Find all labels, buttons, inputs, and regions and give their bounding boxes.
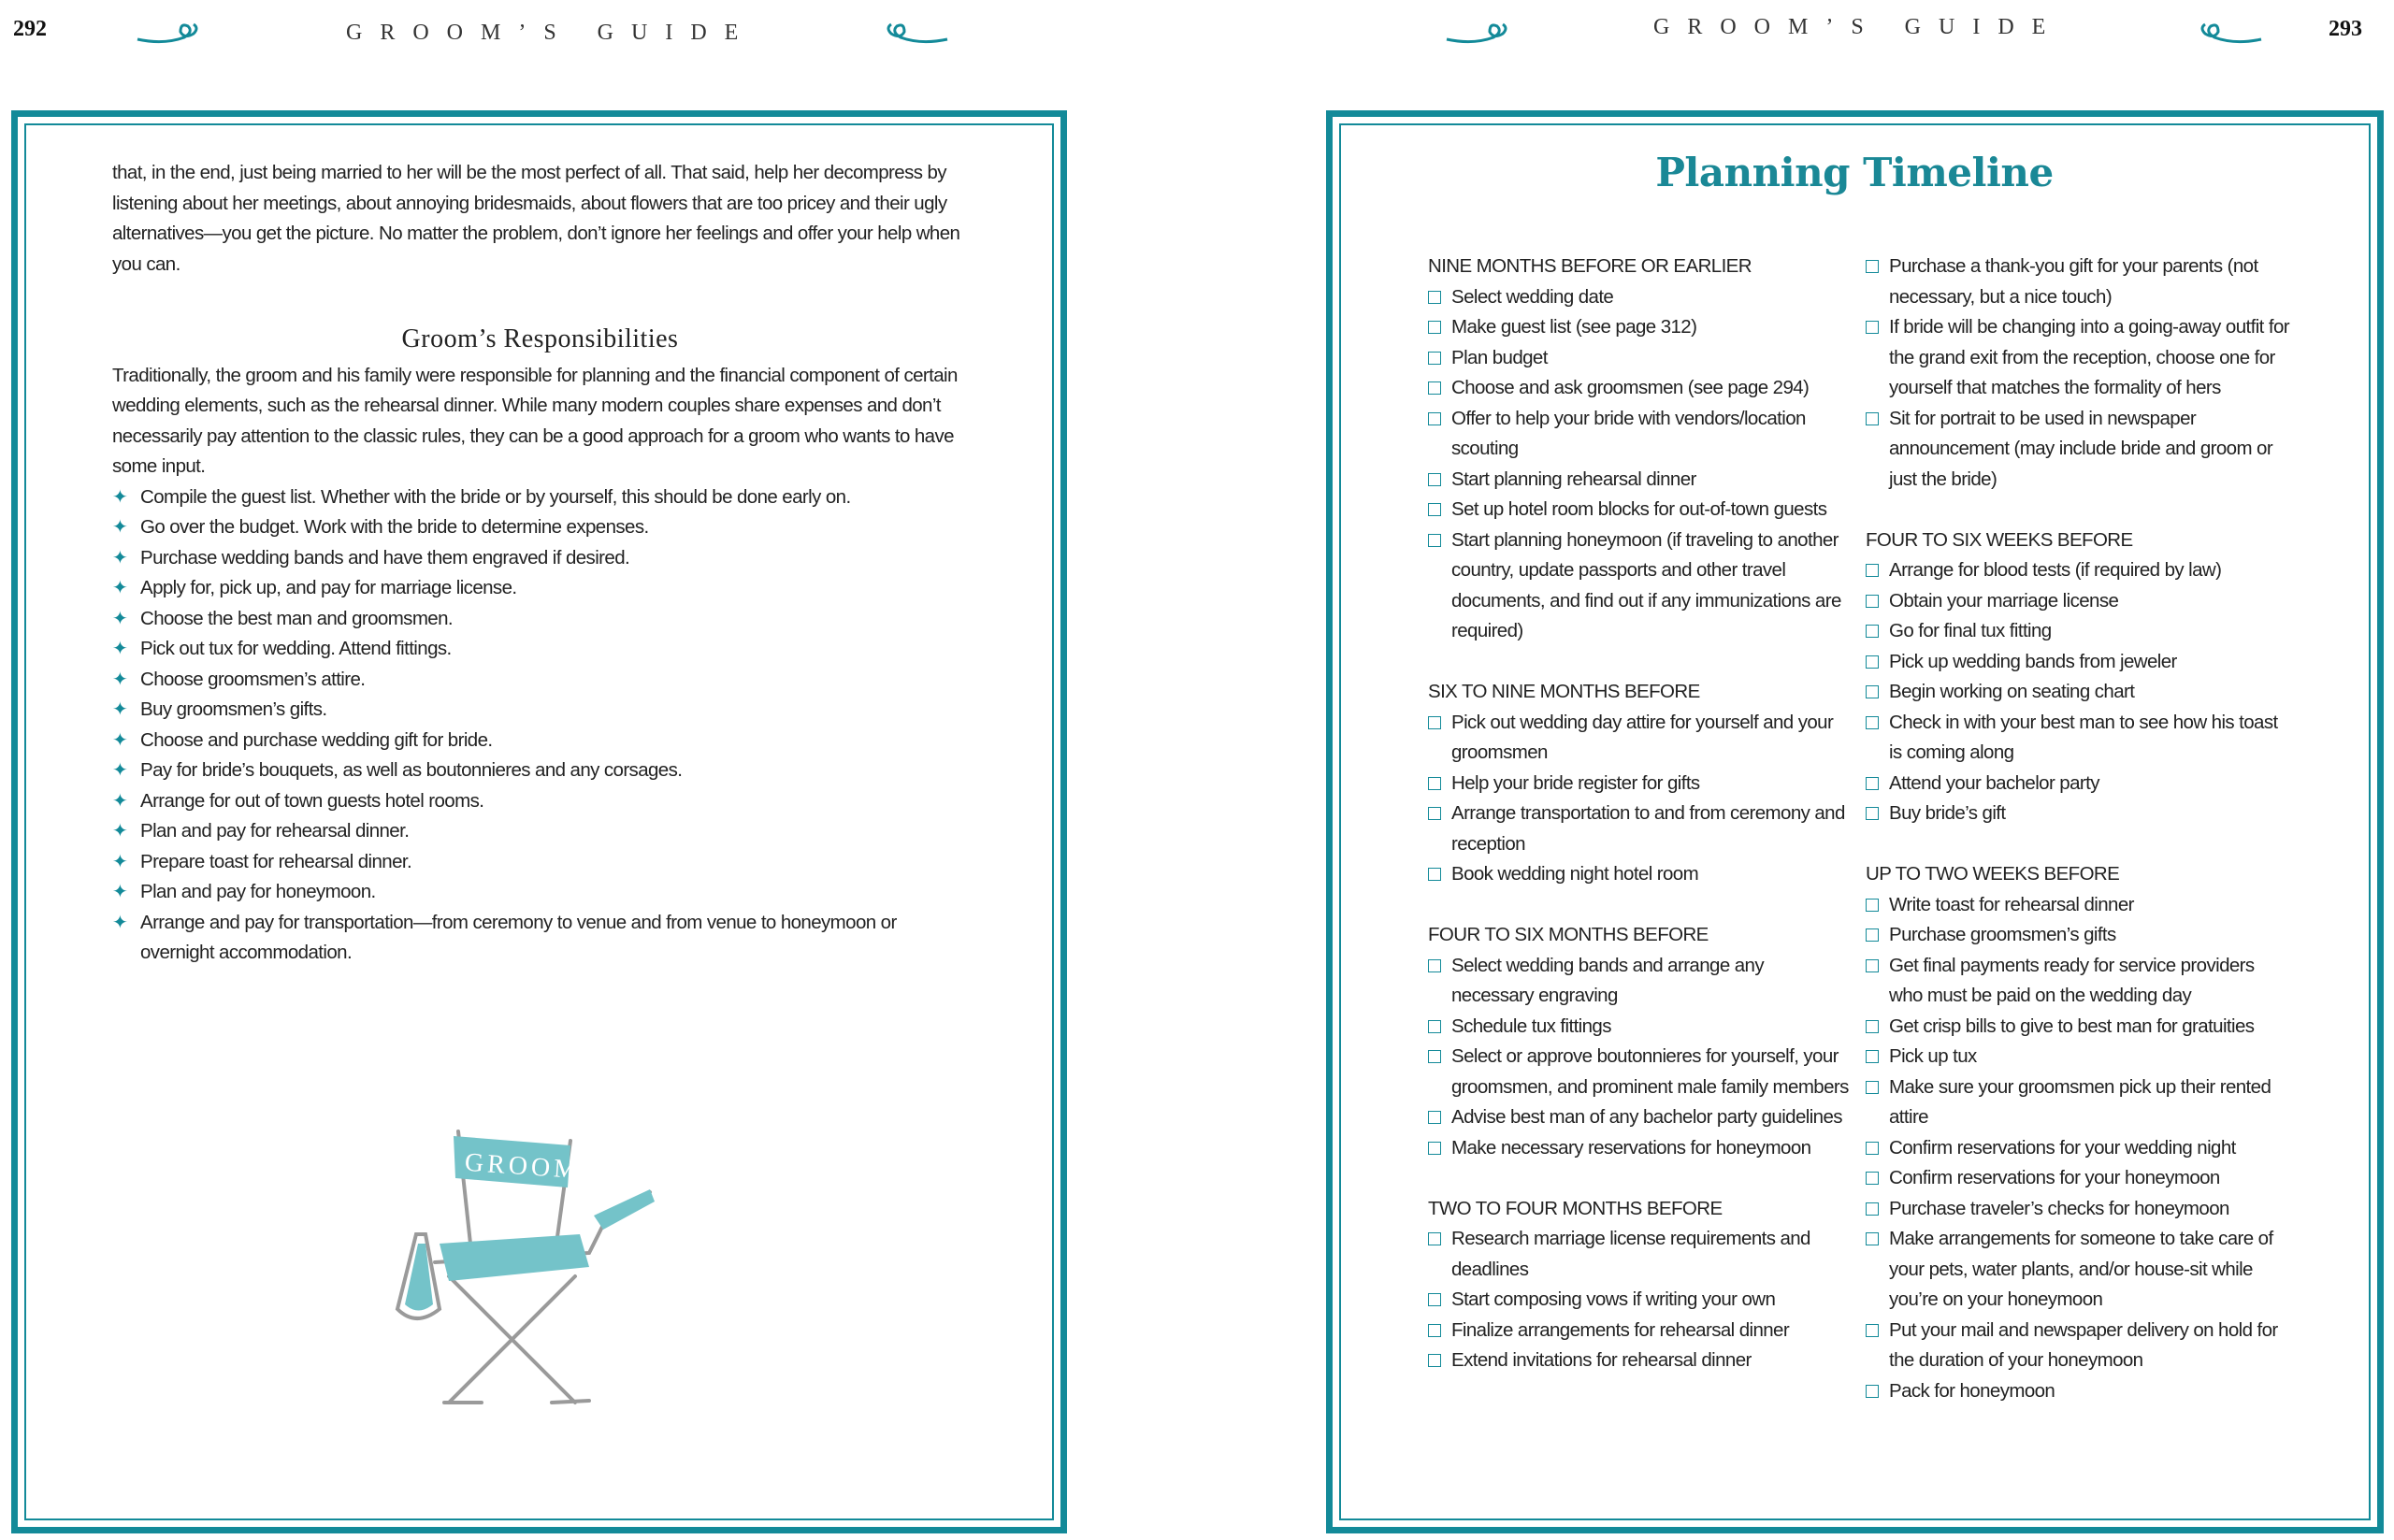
checklist-item-text: Make guest list (see page 312) [1451, 316, 1697, 338]
checklist-item [1428, 1133, 1849, 1164]
checkbox[interactable] [1866, 625, 1879, 638]
timeline-section [1866, 859, 2291, 1406]
checklist-item [1428, 1102, 1849, 1133]
checklist-item-text: Make necessary reservations for honeymoon [1451, 1136, 1811, 1159]
star-bullet-icon: ✦ [112, 486, 128, 508]
checkbox[interactable] [1866, 1202, 1879, 1216]
checklist-item-text: Check in with your best man to see how his toast is coming along [1889, 711, 2278, 763]
checklist-item [1866, 252, 2291, 312]
checkbox[interactable] [1866, 564, 1879, 577]
bullet-text: Buy groomsmen’s gifts. [140, 698, 327, 720]
checklist-item-text: Pick up tux [1889, 1045, 1977, 1067]
bullet-item [112, 908, 968, 969]
timeline-section-heading: FOUR TO SIX WEEKS BEFORE [1866, 528, 2133, 551]
timeline-column-1 [1428, 252, 1849, 1406]
checklist-item [1428, 1042, 1849, 1102]
star-bullet-icon: ✦ [112, 821, 128, 842]
checklist-item-text: Make arrangements for someone to take care of your pets, water plants, and/or house-sit while you’re on your honeymoon [1889, 1228, 2273, 1310]
checklist-item-text: Select wedding date [1451, 285, 1614, 308]
bullet-item [112, 726, 968, 756]
bullet-text: Pay for bride’s bouquets, as well as boutonnieres and any corsages. [140, 759, 683, 781]
checkbox[interactable] [1428, 1142, 1441, 1155]
star-bullet-icon: ✦ [112, 669, 128, 690]
checkbox[interactable] [1866, 655, 1879, 669]
checklist-item-text: Plan budget [1451, 346, 1548, 368]
bullet-item [112, 604, 968, 635]
checkbox[interactable] [1428, 291, 1441, 304]
checkbox[interactable] [1866, 412, 1879, 425]
star-bullet-icon: ✦ [112, 912, 128, 933]
star-bullet-icon: ✦ [112, 790, 128, 812]
checklist-item-text: Start planning rehearsal dinner [1451, 468, 1696, 490]
checklist-item-text: Select wedding bands and arrange any necessary engraving [1451, 954, 1764, 1006]
checkbox[interactable] [1866, 1172, 1879, 1185]
checklist-item-text: Put your mail and newspaper delivery on hold for the duration of your honeymoon [1889, 1318, 2278, 1371]
checklist-item [1428, 465, 1849, 496]
checklist-item [1866, 1194, 2291, 1225]
checkbox[interactable] [1866, 1324, 1879, 1337]
bullet-text: Pick out tux for wedding. Attend fittings. [140, 638, 452, 659]
checklist-item [1866, 890, 2291, 921]
timeline-section [1866, 252, 2291, 495]
checkbox[interactable] [1866, 1232, 1879, 1245]
checklist-item-text: Confirm reservations for your honeymoon [1889, 1167, 2220, 1188]
star-bullet-icon: ✦ [112, 608, 128, 629]
swirl-ornament-icon [874, 19, 949, 47]
star-bullet-icon: ✦ [112, 517, 128, 538]
intro-paragraph: that, in the end, just being married to her will be the most perfect of all. That said, help her decompress by listening about her meetings, about annoying bridesmaids, about flowers that are too pricey and their ugly alternatives—you get the picture. No matter the problem, don’t ignore her feelings and offer your help when you can. [112, 162, 960, 275]
star-bullet-icon: ✦ [112, 547, 128, 569]
checkbox[interactable] [1428, 807, 1441, 820]
checkbox[interactable] [1428, 1354, 1441, 1367]
timeline-section [1428, 920, 1849, 1163]
bullet-text: Choose and purchase wedding gift for bride. [140, 728, 493, 751]
responsibilities-paragraph: Traditionally, the groom and his family were responsible for planning and the financial component of certain wedding elements, such as the rehearsal dinner. While many modern couples share expenses and don’t necessarily pay attention to the classic rules, they can be a good approach for a groom who wants to have some input. [112, 364, 958, 477]
checklist-item-text: Extend invitations for rehearsal dinner [1451, 1349, 1752, 1371]
checklist-item-text: Confirm reservations for your wedding night [1889, 1136, 2236, 1159]
star-bullet-icon: ✦ [112, 578, 128, 598]
checklist-item [1866, 586, 2291, 617]
checklist-item-text: Write toast for rehearsal dinner [1889, 893, 2134, 915]
checklist-item [1428, 495, 1849, 525]
checkbox[interactable] [1866, 321, 1879, 334]
checklist-item [1866, 1376, 2291, 1407]
checklist-item [1428, 769, 1849, 799]
checklist-item [1866, 1072, 2291, 1133]
bullet-item [112, 573, 968, 604]
swirl-ornament-icon [2188, 19, 2263, 47]
checkbox[interactable] [1866, 777, 1879, 790]
checklist-item-text: Arrange for blood tests (if required by law) [1889, 559, 2222, 581]
checklist-item-text: Choose and ask groomsmen (see page 294) [1451, 377, 1810, 398]
bullet-item [112, 877, 968, 908]
checkbox[interactable] [1428, 716, 1441, 729]
bullet-item [112, 665, 968, 696]
checklist-item [1866, 1012, 2291, 1043]
checklist-item [1428, 373, 1849, 404]
checklist-item [1866, 769, 2291, 799]
checklist-item-text: Start planning honeymoon (if traveling to another country, update passports and other travel documents, and find out if any immunizations are required) [1451, 528, 1841, 641]
bullet-text: Arrange for out of town guests hotel rooms. [140, 789, 484, 812]
bullet-item [112, 786, 968, 817]
checklist-item-text: Begin working on seating chart [1889, 681, 2135, 702]
bullet-text: Prepare toast for rehearsal dinner. [140, 850, 412, 872]
checklist-item-text: Finalize arrangements for rehearsal dinner [1451, 1318, 1790, 1341]
bullet-text: Go over the budget. Work with the bride to determine expenses. [140, 516, 649, 538]
checklist-item [1866, 920, 2291, 951]
page-number-right: 293 [2329, 17, 2362, 41]
checkbox[interactable] [1866, 1142, 1879, 1155]
timeline-section-heading: NINE MONTHS BEFORE OR EARLIER [1428, 255, 1752, 277]
checkbox[interactable] [1866, 685, 1879, 698]
checkbox[interactable] [1428, 959, 1441, 972]
checklist-item-text: Obtain your marriage license [1889, 589, 2119, 612]
checkbox[interactable] [1866, 595, 1879, 608]
checklist-item-text: Arrange transportation to and from ceremony and reception [1451, 802, 1845, 855]
checklist-item-text: Research marriage license requirements and deadlines [1451, 1228, 1810, 1280]
checklist-item [1428, 282, 1849, 313]
timeline-section [1428, 677, 1849, 890]
checklist-item [1428, 859, 1849, 890]
running-head-right: GROOM’S GUIDE [1653, 15, 2064, 39]
checkbox[interactable] [1866, 1081, 1879, 1094]
checkbox[interactable] [1866, 1385, 1879, 1398]
checklist-item [1428, 951, 1849, 1012]
bullet-item [112, 482, 968, 513]
checkbox[interactable] [1428, 1232, 1441, 1245]
checklist-item [1866, 616, 2291, 647]
checklist-item [1866, 312, 2291, 404]
bullet-item [112, 695, 968, 726]
checkbox[interactable] [1428, 503, 1441, 516]
checkbox[interactable] [1866, 928, 1879, 942]
checklist-item-text: Purchase traveler’s checks for honeymoon [1889, 1197, 2229, 1219]
timeline-section [1428, 252, 1849, 647]
checklist-item-text: Select or approve boutonnieres for yourself, your groomsmen, and prominent male family members [1451, 1045, 1849, 1098]
checklist-item-text: Get crisp bills to give to best man for gratuities [1889, 1015, 2255, 1037]
checklist-item-text: Help your bride register for gifts [1451, 771, 1700, 794]
checkbox[interactable] [1866, 1050, 1879, 1063]
checklist-item [1866, 1316, 2291, 1376]
checklist-item [1428, 1346, 1849, 1376]
star-bullet-icon: ✦ [112, 729, 128, 751]
checklist-item [1428, 799, 1849, 859]
checkbox[interactable] [1428, 1111, 1441, 1124]
checklist-item-text: Set up hotel room blocks for out-of-town guests [1451, 498, 1827, 520]
swirl-ornament-icon [1445, 19, 1520, 47]
checklist-item [1428, 404, 1849, 465]
bullet-text: Choose the best man and groomsmen. [140, 607, 453, 629]
checklist-item [1428, 1285, 1849, 1316]
left-page-body [112, 158, 968, 969]
responsibilities-list [112, 482, 968, 969]
star-bullet-icon: ✦ [112, 851, 128, 872]
checklist-item [1866, 1163, 2291, 1194]
page-title: Planning Timeline [1655, 150, 2054, 195]
checklist-item [1428, 525, 1849, 647]
bullet-text: Purchase wedding bands and have them engraved if desired. [140, 546, 630, 569]
checklist-item [1866, 708, 2291, 769]
section-heading: Groom’s Responsibilities [401, 324, 679, 353]
checklist-item-text: If bride will be changing into a going-away outfit for the grand exit from the reception, choose one for yourself that matches the formality of hers [1889, 316, 2289, 398]
bullet-text: Apply for, pick up, and pay for marriage license. [140, 577, 517, 598]
checkbox[interactable] [1866, 716, 1879, 729]
checklist-item-text: Purchase groomsmen’s gifts [1889, 924, 2116, 945]
checklist-item-text: Purchase a thank-you gift for your parents (not necessary, but a nice touch) [1889, 255, 2258, 308]
checklist-item-text: Pick out wedding day attire for yourself and your groomsmen [1451, 711, 1834, 763]
checkbox[interactable] [1428, 534, 1441, 547]
checklist-item [1428, 1224, 1849, 1285]
checklist-item [1428, 312, 1849, 343]
checklist-item [1428, 1012, 1849, 1043]
swirl-ornament-icon [136, 19, 210, 47]
timeline-section-heading: FOUR TO SIX MONTHS BEFORE [1428, 924, 1709, 945]
bullet-item [112, 634, 968, 665]
checkbox[interactable] [1428, 381, 1441, 395]
bullet-item [112, 512, 968, 543]
running-head-left: GROOM’S GUIDE [346, 21, 757, 45]
bullet-item [112, 543, 968, 574]
checklist-item [1866, 1042, 2291, 1072]
timeline-section-heading: SIX TO NINE MONTHS BEFORE [1428, 681, 1700, 702]
checkbox[interactable] [1428, 321, 1441, 334]
checklist-item-text: Offer to help your bride with vendors/location scouting [1451, 407, 1806, 459]
timeline-section [1866, 525, 2291, 829]
bullet-text: Plan and pay for rehearsal dinner. [140, 820, 410, 842]
checkbox[interactable] [1428, 473, 1441, 486]
checklist-item [1428, 708, 1849, 769]
checkbox[interactable] [1866, 260, 1879, 273]
bullet-text: Plan and pay for honeymoon. [140, 881, 376, 902]
checklist-item [1866, 677, 2291, 708]
bullet-item [112, 756, 968, 786]
timeline-section-heading: TWO TO FOUR MONTHS BEFORE [1428, 1197, 1723, 1219]
checklist-item-text: Advise best man of any bachelor party guidelines [1451, 1106, 1842, 1128]
checklist-item-text: Go for final tux fitting [1889, 620, 2052, 641]
checklist-item [1428, 1316, 1849, 1346]
timeline-section-heading: UP TO TWO WEEKS BEFORE [1866, 863, 2120, 885]
timeline-section [1428, 1194, 1849, 1376]
checkbox[interactable] [1428, 352, 1441, 365]
checkbox[interactable] [1428, 1050, 1441, 1063]
checklist-item-text: Start composing vows if writing your own [1451, 1288, 1776, 1310]
checklist-item [1866, 951, 2291, 1012]
bullet-text: Arrange and pay for transportation—from ceremony to venue and from venue to honeymoon or overnight accommodation. [140, 911, 897, 963]
star-bullet-icon: ✦ [112, 639, 128, 659]
checklist-item-text: Schedule tux fittings [1451, 1015, 1611, 1037]
checklist-item-text: Sit for portrait to be used in newspaper announcement (may include bride and groom or just the bride) [1889, 407, 2273, 490]
checklist-item-text: Attend your bachelor party [1889, 771, 2099, 794]
checklist-item [1866, 647, 2291, 678]
checklist-item [1866, 799, 2291, 829]
checklist-item [1866, 404, 2291, 496]
chair-groom-label: GROOM [463, 1147, 583, 1186]
checklist-item-text: Pack for honeymoon [1889, 1379, 2055, 1402]
checkbox[interactable] [1428, 1293, 1441, 1306]
checklist-item-text: Get final payments ready for service providers who must be paid on the wedding day [1889, 954, 2255, 1006]
checkbox[interactable] [1866, 899, 1879, 912]
bullet-text: Choose groomsmen’s attire. [140, 668, 366, 690]
star-bullet-icon: ✦ [112, 760, 128, 781]
checklist-item-text: Make sure your groomsmen pick up their rented attire [1889, 1075, 2271, 1128]
checklist-item-text: Buy bride’s gift [1889, 802, 2006, 824]
checklist-item-text: Book wedding night hotel room [1451, 863, 1699, 885]
checklist-item [1428, 343, 1849, 374]
checkbox[interactable] [1428, 777, 1441, 790]
checkbox[interactable] [1428, 1324, 1441, 1337]
bullet-item [112, 816, 968, 847]
checklist-item [1866, 1133, 2291, 1164]
director-chair-illustration [360, 1103, 669, 1412]
checkbox[interactable] [1866, 959, 1879, 972]
checkbox[interactable] [1866, 1020, 1879, 1033]
bullet-text: Compile the guest list. Whether with the bride or by yourself, this should be done early on. [140, 485, 851, 508]
page-number-left: 292 [13, 17, 47, 41]
checklist-item-text: Pick up wedding bands from jeweler [1889, 650, 2177, 672]
star-bullet-icon: ✦ [112, 699, 128, 720]
checkbox[interactable] [1428, 412, 1441, 425]
star-bullet-icon: ✦ [112, 882, 128, 902]
checkbox[interactable] [1428, 1020, 1441, 1033]
checkbox[interactable] [1428, 868, 1441, 881]
bullet-item [112, 847, 968, 878]
timeline-column-2 [1866, 252, 2291, 1437]
checklist-item [1866, 1224, 2291, 1316]
checkbox[interactable] [1866, 807, 1879, 820]
checklist-item [1866, 555, 2291, 586]
